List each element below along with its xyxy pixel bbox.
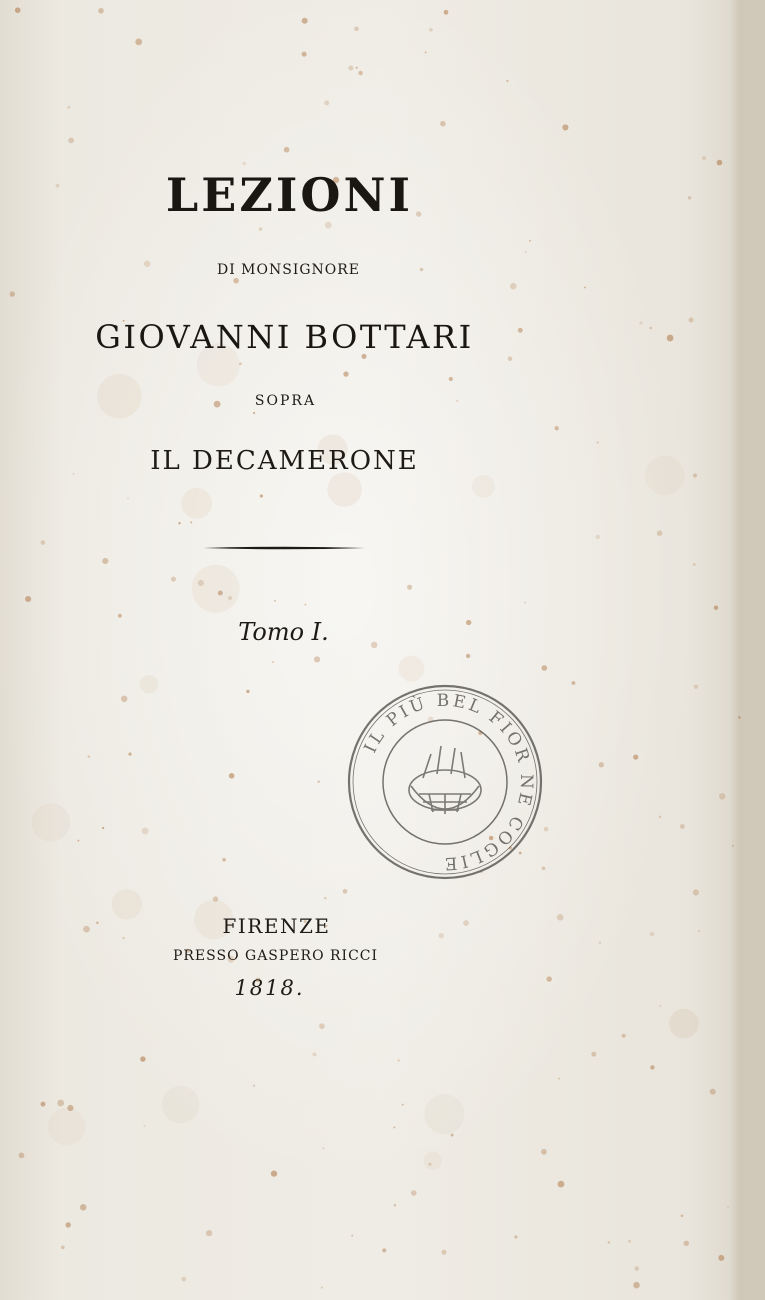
stamp-motto: IL PIÙ BEL FIOR NE COGLIE bbox=[360, 690, 537, 874]
decorative-rule bbox=[203, 546, 365, 550]
volume-label: Tomo I. bbox=[238, 618, 329, 646]
publication-city: FIRENZE bbox=[222, 914, 331, 938]
library-stamp bbox=[345, 682, 545, 882]
publication-year: 1818. bbox=[234, 976, 305, 1000]
author-name: GIOVANNI BOTTARI bbox=[95, 318, 474, 356]
book-title: LEZIONI bbox=[165, 168, 414, 222]
svg-text:IL PIÙ BEL FIOR NE COGLIE bbox=[361, 691, 536, 873]
author-prefix: DI MONSIGNORE bbox=[216, 262, 361, 278]
book-subject: IL DECAMERONE bbox=[150, 446, 419, 476]
sieve-emblem-icon bbox=[409, 746, 481, 814]
preposition: SOPRA bbox=[254, 393, 317, 409]
publisher: PRESSO GASPERO RICCI bbox=[172, 948, 379, 964]
